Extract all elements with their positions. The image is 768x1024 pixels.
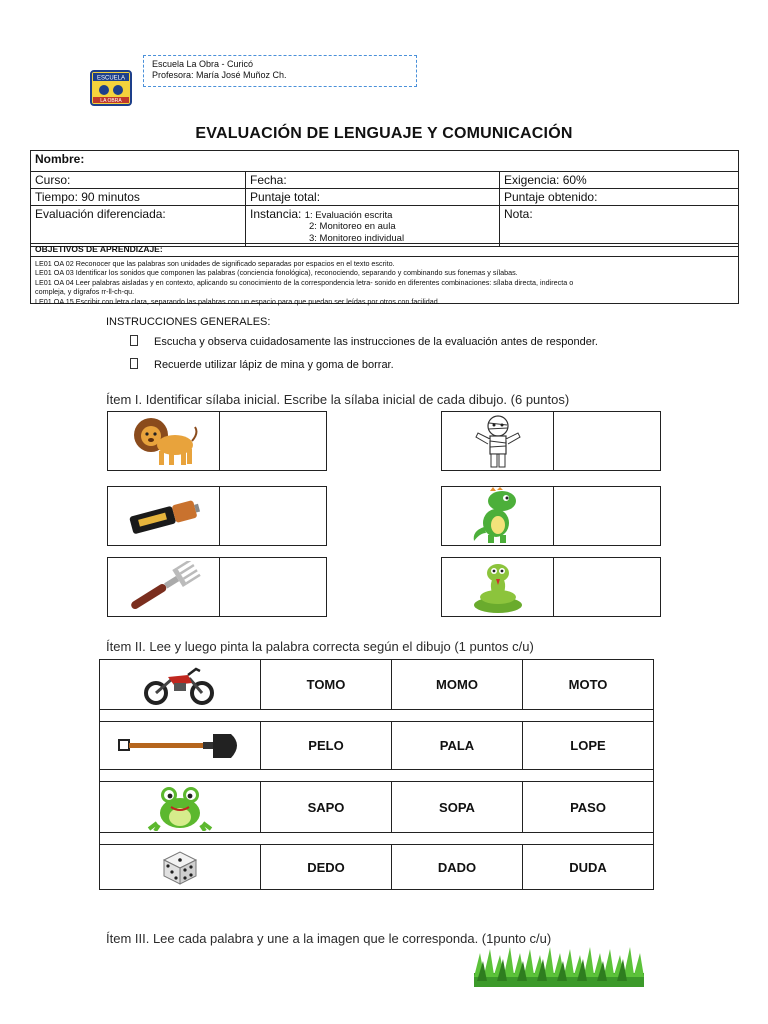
- syllable-pair: [441, 411, 661, 471]
- syllable-pair: [441, 557, 661, 617]
- syllable-pair: [107, 557, 327, 617]
- frog-icon: [100, 782, 261, 833]
- word-option[interactable]: DEDO: [261, 845, 392, 890]
- instruction-bullet: Recuerde utilizar lápiz de mina y goma de borrar.: [130, 358, 394, 371]
- mummy-icon: [442, 412, 554, 470]
- instance-option-1: 1: Evaluación escrita: [304, 210, 393, 221]
- school-name: Escuela La Obra - Curicó: [152, 59, 254, 69]
- item-1-title: Ítem I. Identificar sílaba inicial. Escribe la sílaba inicial de cada dibujo. (6 puntos): [106, 392, 570, 407]
- word-option[interactable]: SAPO: [261, 782, 392, 833]
- objective-item: compleja, y dígrafos rr-ll-ch-qu.: [35, 287, 135, 297]
- answer-box[interactable]: [220, 558, 326, 616]
- dinosaur-icon: [442, 487, 554, 545]
- course-field[interactable]: Curso:: [31, 172, 246, 189]
- school-logo: [90, 70, 132, 106]
- table-row: [100, 782, 654, 833]
- syllable-pair: [107, 486, 327, 546]
- differentiated-field[interactable]: Evaluación diferenciada:: [31, 206, 246, 247]
- lion-icon: [108, 412, 220, 470]
- word-option[interactable]: DADO: [391, 845, 522, 890]
- snake-icon: [442, 558, 554, 616]
- instance-label: Instancia:: [250, 207, 302, 221]
- answer-box[interactable]: [220, 487, 326, 545]
- table-row: [100, 845, 654, 890]
- requirement-label: Exigencia: 60%: [500, 172, 739, 189]
- instance-option-3: 3: Monitoreo individual: [309, 233, 405, 244]
- word-option[interactable]: MOMO: [391, 660, 522, 710]
- instance-option-2: 2: Monitoreo en aula: [309, 221, 396, 232]
- battery-icon: [108, 487, 220, 545]
- word-option[interactable]: PASO: [523, 782, 654, 833]
- word-option[interactable]: PELO: [261, 722, 392, 770]
- item-3-title: Ítem III. Lee cada palabra y une a la imagen que le corresponda. (1punto c/u): [106, 931, 552, 946]
- objectives-heading: OBJETIVOS DE APRENDIZAJE:: [31, 245, 738, 257]
- name-field[interactable]: Nombre:: [31, 151, 739, 172]
- school-info-box: [143, 55, 417, 87]
- checkbox-glyph-icon: [130, 358, 138, 369]
- total-score-field[interactable]: Puntaje total:: [246, 189, 500, 206]
- table-row: [100, 722, 654, 770]
- syllable-pair: [441, 486, 661, 546]
- answer-box[interactable]: [554, 412, 660, 470]
- word-option[interactable]: SOPA: [391, 782, 522, 833]
- answer-box[interactable]: [554, 558, 660, 616]
- teacher-name: Profesora: María José Muñoz Ch.: [152, 70, 287, 80]
- grade-field[interactable]: Nota:: [500, 206, 739, 247]
- word-choice-table: [99, 659, 654, 890]
- page-title: EVALUACIÓN DE LENGUAJE Y COMUNICACIÓN: [195, 125, 573, 142]
- dice-icon: [100, 845, 261, 890]
- fork-icon: [108, 558, 220, 616]
- shovel-icon: [100, 722, 261, 770]
- word-option[interactable]: LOPE: [523, 722, 654, 770]
- svg-text:LA OBRA: LA OBRA: [100, 98, 122, 104]
- answer-box[interactable]: [554, 487, 660, 545]
- student-info-table: [30, 150, 739, 247]
- svg-text:ESCUELA: ESCUELA: [96, 75, 126, 82]
- word-option[interactable]: DUDA: [523, 845, 654, 890]
- objective-item: LE01 OA 04 Leer palabras aisladas y en contexto, aplicando su conocimiento de la correspondencia letra- sonido en diferentes combinaciones: sílaba directa, indirecta o: [35, 277, 574, 287]
- answer-box[interactable]: [220, 412, 326, 470]
- grass-icon: [474, 947, 644, 987]
- motorcycle-icon: [100, 660, 261, 710]
- word-option[interactable]: MOTO: [523, 660, 654, 710]
- instance-cell[interactable]: [246, 206, 500, 247]
- item-2-title: Ítem II. Lee y luego pinta la palabra correcta según el dibujo (1 puntos c/u): [106, 639, 534, 654]
- word-option[interactable]: TOMO: [261, 660, 392, 710]
- objective-item: LE01 OA 15 Escribir con letra clara, separando las palabras con un espacio para que puedan ser leídas por otros con facilidad.: [35, 296, 440, 306]
- obtained-score-field[interactable]: Puntaje obtenido:: [500, 189, 739, 206]
- objective-item: LE01 OA 02 Reconocer que las palabras son unidades de significado separadas por espacios en el texto escrito.: [35, 258, 395, 268]
- syllable-pair: [107, 411, 327, 471]
- objective-item: LE01 OA 03 Identificar los sonidos que componen las palabras (conciencia fonológica), reconociendo, separando y combinando sus fonemas y sílabas.: [35, 268, 518, 278]
- table-row: [100, 660, 654, 710]
- date-field[interactable]: Fecha:: [246, 172, 500, 189]
- instructions-heading: INSTRUCCIONES GENERALES:: [106, 316, 271, 328]
- instruction-bullet: Escucha y observa cuidadosamente las instrucciones de la evaluación antes de responder.: [130, 335, 598, 348]
- word-option[interactable]: PALA: [391, 722, 522, 770]
- learning-objectives: [30, 243, 739, 304]
- checkbox-glyph-icon: [130, 335, 138, 346]
- time-label: Tiempo: 90 minutos: [31, 189, 246, 206]
